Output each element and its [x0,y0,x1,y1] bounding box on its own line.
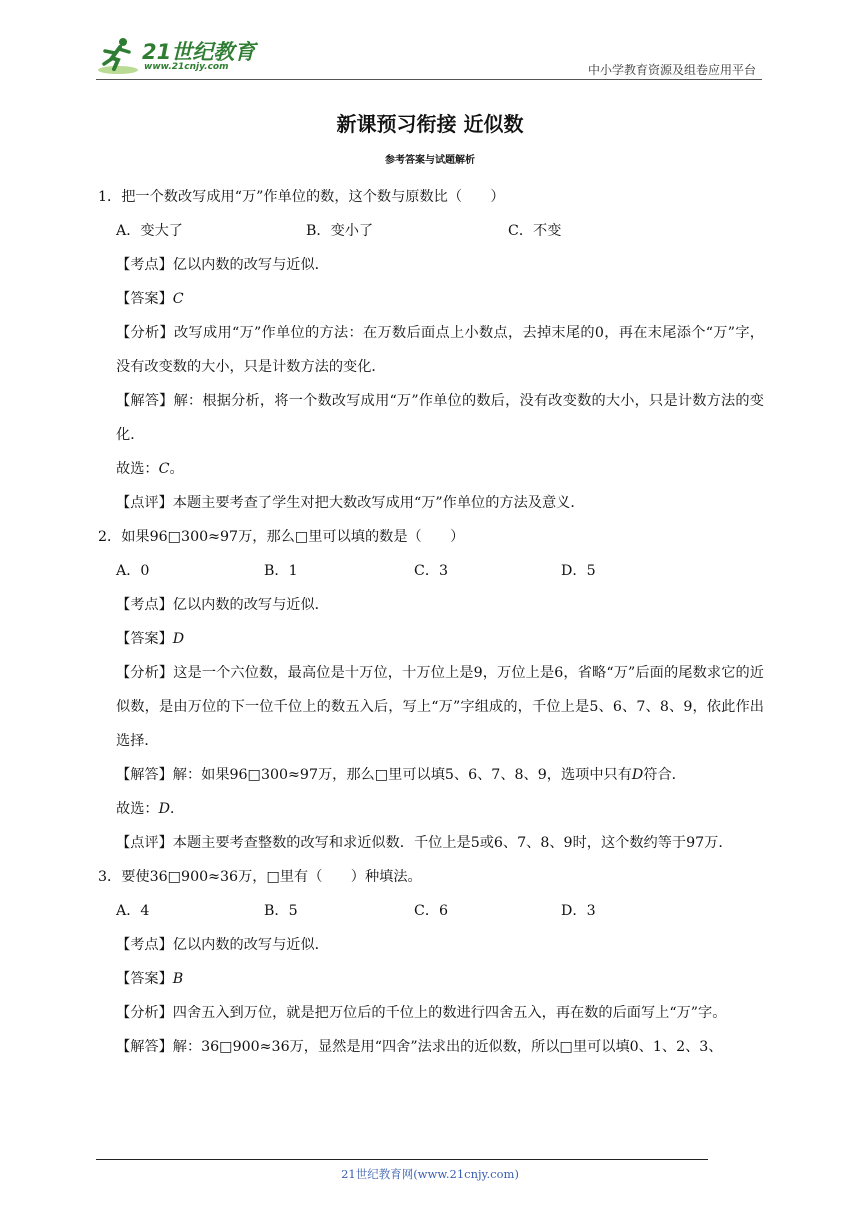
answer-value: C [172,291,184,307]
logo-url-text: www.21cnjy.com [144,62,229,72]
option-d: D．3 [561,903,596,919]
choice-line [96,452,764,486]
kaodian-line: 【考点】亿以内数的改写与近似． [116,937,329,953]
options-row [96,894,764,928]
question-3 [96,860,764,1064]
options-row [96,554,764,588]
choice-line [96,792,764,826]
option-b: B．变小了 [306,223,374,239]
footer-link[interactable]: 21世纪教育网(www.21cnjy.com) [341,1167,519,1181]
options-row [96,214,764,248]
answer-value: B [172,971,184,987]
solution-text: 【解答】解：如果96□300≈97万，那么□里可以填5、6、7、8、9，选项中只有 [116,767,632,783]
document-body [96,180,764,1064]
runner-logo-icon [96,36,140,76]
option-c: C．3 [414,563,449,579]
question-1 [96,180,764,520]
solution-variable: D [631,767,644,783]
platform-name: 中小学教育资源及组卷应用平台 [587,63,756,77]
question-2 [96,520,764,860]
option-a: A．变大了 [116,223,183,239]
answer-line [96,622,764,656]
kaodian-line: 【考点】亿以内数的改写与近似． [116,597,329,613]
answer-line [96,962,764,996]
option-c: C．6 [414,903,449,919]
answer-label: 【答案】 [116,971,173,987]
choice-end: 。 [169,461,184,477]
choice-label: 故选： [116,461,159,477]
option-c: C．不变 [508,223,562,239]
question-stem: 2．如果96□300≈97万，那么□里可以填的数是（ ） [98,529,465,545]
option-d: D．5 [561,563,596,579]
page-title: 新课预习衔接 近似数 [336,112,524,136]
comment-paragraph: 【点评】本题主要考查了学生对把大数改写成用“万”作单位的方法及意义． [116,495,585,511]
answer-label: 【答案】 [116,291,173,307]
page-header [96,34,760,78]
question-stem: 3．要使36□900≈36万，□里有（ ）种填法。 [98,869,422,885]
logo-main-text: 21世纪教育 [142,40,256,64]
answer-line [96,282,764,316]
option-b: B．5 [264,903,298,919]
choice-value: C [158,461,170,477]
analysis-paragraph: 【分析】改写成用“万”作单位的方法：在万数后面点上小数点，去掉末尾的0，再在末尾添个“万”字，没有改变数的大小，只是计数方法的变化． [116,325,764,375]
solution-text-end: 符合． [643,767,686,783]
choice-end: ． [169,801,185,817]
solution-paragraph: 【解答】解：根据分析，将一个数改写成用“万”作单位的数后，没有改变数的大小，只是计数方法的变化． [116,393,764,443]
solution-paragraph: 【解答】解：36□900≈36万，显然是用“四舍”法求出的近似数，所以□里可以填0、1、2、3、 [116,1039,723,1055]
answer-value: D [172,631,185,647]
choice-value: D [158,801,170,817]
option-a: A．0 [116,563,150,579]
header-divider [96,79,762,80]
kaodian-line: 【考点】亿以内数的改写与近似． [116,257,329,273]
choice-label: 故选： [116,801,159,817]
analysis-paragraph: 【分析】这是一个六位数，最高位是十万位，十万位上是9，万位上是6，省略“万”后面的尾数求它的近似数，是由万位的下一位千位上的数五入后，写上“万”字组成的，千位上是5、6、7、8、9，依此作出选择． [116,665,764,749]
footer-divider [96,1159,708,1160]
logo [96,34,266,76]
option-b: B．1 [264,563,298,579]
analysis-paragraph: 【分析】四舍五入到万位，就是把万位后的千位上的数进行四舍五入，再在数的后面写上“万”字。 [116,1005,727,1021]
answer-label: 【答案】 [116,631,173,647]
comment-paragraph: 【点评】本题主要考查整数的改写和求近似数．千位上是5或6、7、8、9时，这个数约等于97万． [116,835,733,851]
solution-paragraph [96,758,764,792]
option-a: A．4 [116,903,150,919]
page-subtitle: 参考答案与试题解析 [385,155,475,166]
question-stem: 1．把一个数改写成用“万”作单位的数，这个数与原数比（ ） [98,189,505,205]
